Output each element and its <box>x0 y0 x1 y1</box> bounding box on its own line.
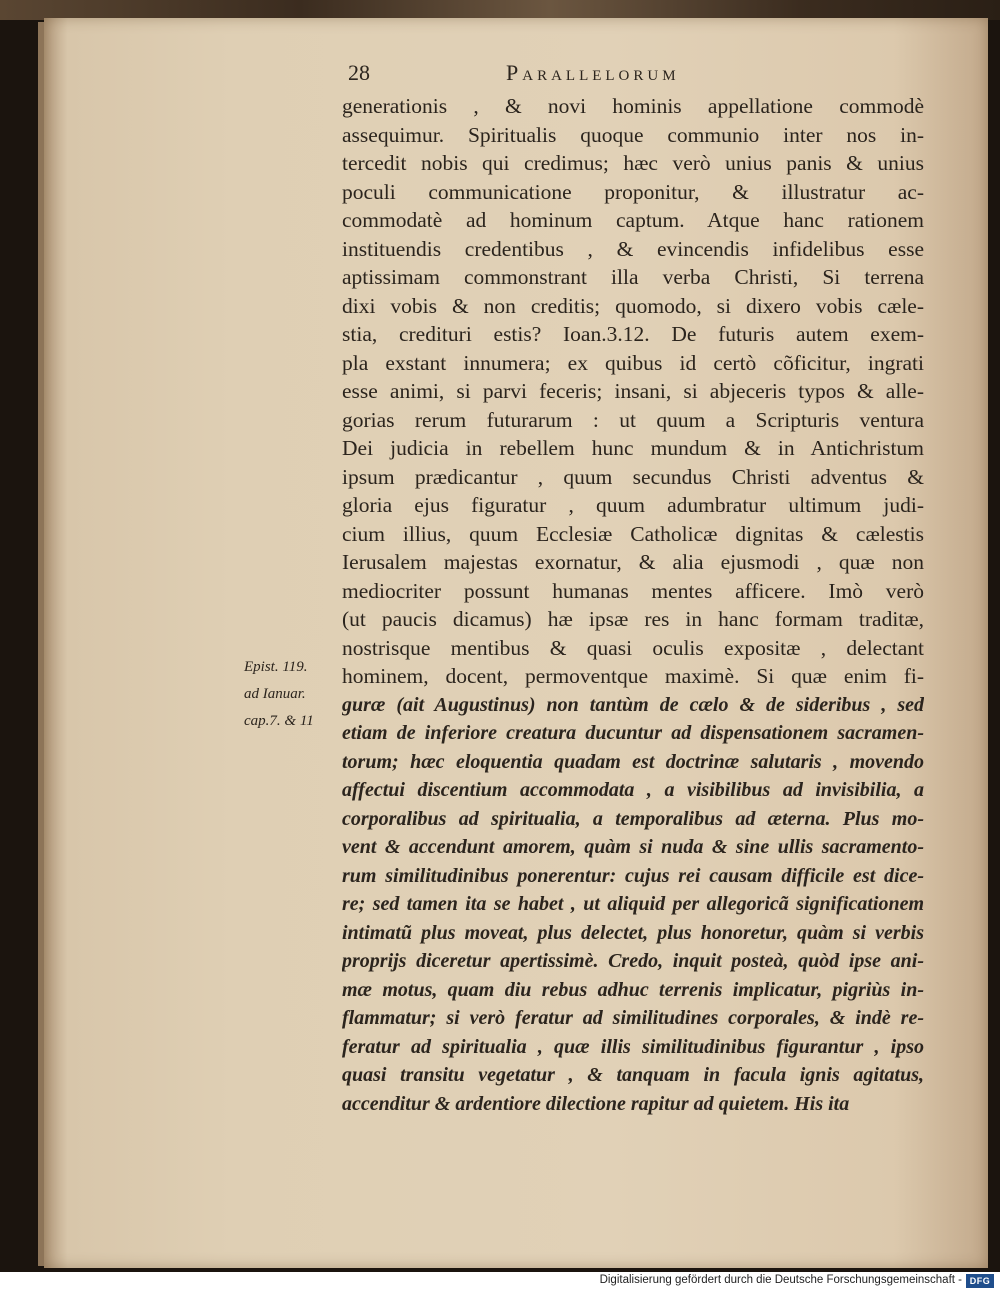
margin-note-line: cap.7. & 11 <box>244 713 314 729</box>
text-line: tercedit nobis qui credimus; hæc verò unius panis & unius <box>342 151 924 175</box>
quote-line: intimatũ plus moveat, plus delectet, plus honoretur, quàm si verbis <box>342 921 924 944</box>
quote-line: proprijs diceretur apertissimè. Credo, inquit posteà, quòd ipse ani- <box>342 950 924 972</box>
text-line: Dei judicia in rebellem hunc mundum & in Antichristum <box>342 436 924 460</box>
quote-line: vent & accendunt amorem, quàm si nuda & sine ullis sacramento- <box>342 836 924 858</box>
text-line: stia, credituri estis? Ioan.3.12. De futuris autem exem- <box>342 322 924 346</box>
dfg-logo-icon: DFG <box>966 1274 994 1288</box>
quote-line: rum similitudinibus ponerentur: cujus rei causam difficile est dice- <box>342 864 924 887</box>
quote-line: flammatur; si verò feratur ad similitudines corporales, & indè re- <box>342 1007 924 1029</box>
running-title: Parallelorum <box>506 60 680 85</box>
text-line: hominem, docent, permoventque maximè. Si quæ enim fi- <box>342 664 924 688</box>
text-line: (ut paucis dicamus) hæ ipsæ res in hanc formam traditæ, <box>342 607 924 631</box>
text-line: mediocriter possunt humanas mentes afficere. Imò verò <box>342 578 924 603</box>
quote-line: re; sed tamen ita se habet , ut aliquid per allegoricã significationem <box>342 893 924 915</box>
quote-line: accenditur & ardentiore dilectione rapitur ad quietem. His ita <box>342 1092 850 1115</box>
text-line: commodatè ad hominum captum. Atque hanc rationem <box>342 208 924 232</box>
margin-note-line: Epist. 119. <box>244 659 308 675</box>
quote-line: affectui discentium accommodata , a visibilibus ad invisibilia, a <box>342 779 924 801</box>
text-line: dixi vobis & non creditis; quomodo, si dixero vobis cæle- <box>342 293 924 318</box>
digitization-footer <box>0 1272 1000 1291</box>
page-number: 28 <box>348 60 370 85</box>
text-line: assequimur. Spiritualis quoque communio inter nos in- <box>342 122 924 147</box>
text-line: pla exstant innumera; ex quibus id certò cõficitur, ingrati <box>342 350 924 375</box>
text-line: gloria ejus figuratur , quum adumbratur ultimum judi- <box>342 493 924 517</box>
text-line: cium illius, quum Ecclesiæ Catholicæ dignitas & cælestis <box>342 521 924 546</box>
text-line: poculi communicatione proponitur, & illustratur ac- <box>342 179 924 204</box>
text-line: gorias rerum futurarum : ut quum a Scripturis ventura <box>342 407 924 432</box>
body-text <box>342 92 924 1118</box>
margin-note-line: ad Ianuar. <box>244 686 306 702</box>
quote-line: etiam de inferiore creatura ducuntur ad dispensationem sacramen- <box>342 722 924 744</box>
text-line: generationis , & novi hominis appellatione commodè <box>342 94 924 118</box>
footer-credit: Digitalisierung gefördert durch die Deutsche Forschungsgemeinschaft - <box>599 1274 962 1286</box>
text-line: nostrisque mentibus & quasi oculis expositæ , delectant <box>342 635 924 660</box>
text-line: instituendis credentibus , & evincendis infidelibus esse <box>342 236 924 261</box>
quote-line: guræ (ait Augustinus) non tantùm de cælo & de sideribus , sed <box>342 693 924 716</box>
text-line: aptissimam commonstrant illa verba Christi, Si terrena <box>342 265 924 289</box>
text-line: Ierusalem majestas exornatur, & alia ejusmodi , quæ non <box>342 550 924 574</box>
quote-line: mæ motus, quam diu rebus adhuc terrenis implicatur, pigriùs in- <box>342 978 924 1001</box>
text-line: ipsum prædicantur , quum secundus Christi adventus & <box>342 464 924 489</box>
quote-line: corporalibus ad spiritualia, a temporalibus ad æterna. Plus mo- <box>342 807 924 830</box>
text-line: esse animi, si parvi feceris; insani, si abjeceris typos & alle- <box>342 379 924 403</box>
quote-line: feratur ad spiritualia , quæ illis similitudinibus figurantur , ipso <box>342 1035 924 1058</box>
quote-line: quasi transitu vegetatur , & tanquam in facula ignis agitatus, <box>342 1064 924 1086</box>
quote-line: torum; hæc eloquentia quadam est doctrinæ salutaris , movendo <box>342 750 924 773</box>
book-top-edge <box>0 0 1000 20</box>
running-head <box>348 60 918 90</box>
margin-note <box>244 654 340 735</box>
